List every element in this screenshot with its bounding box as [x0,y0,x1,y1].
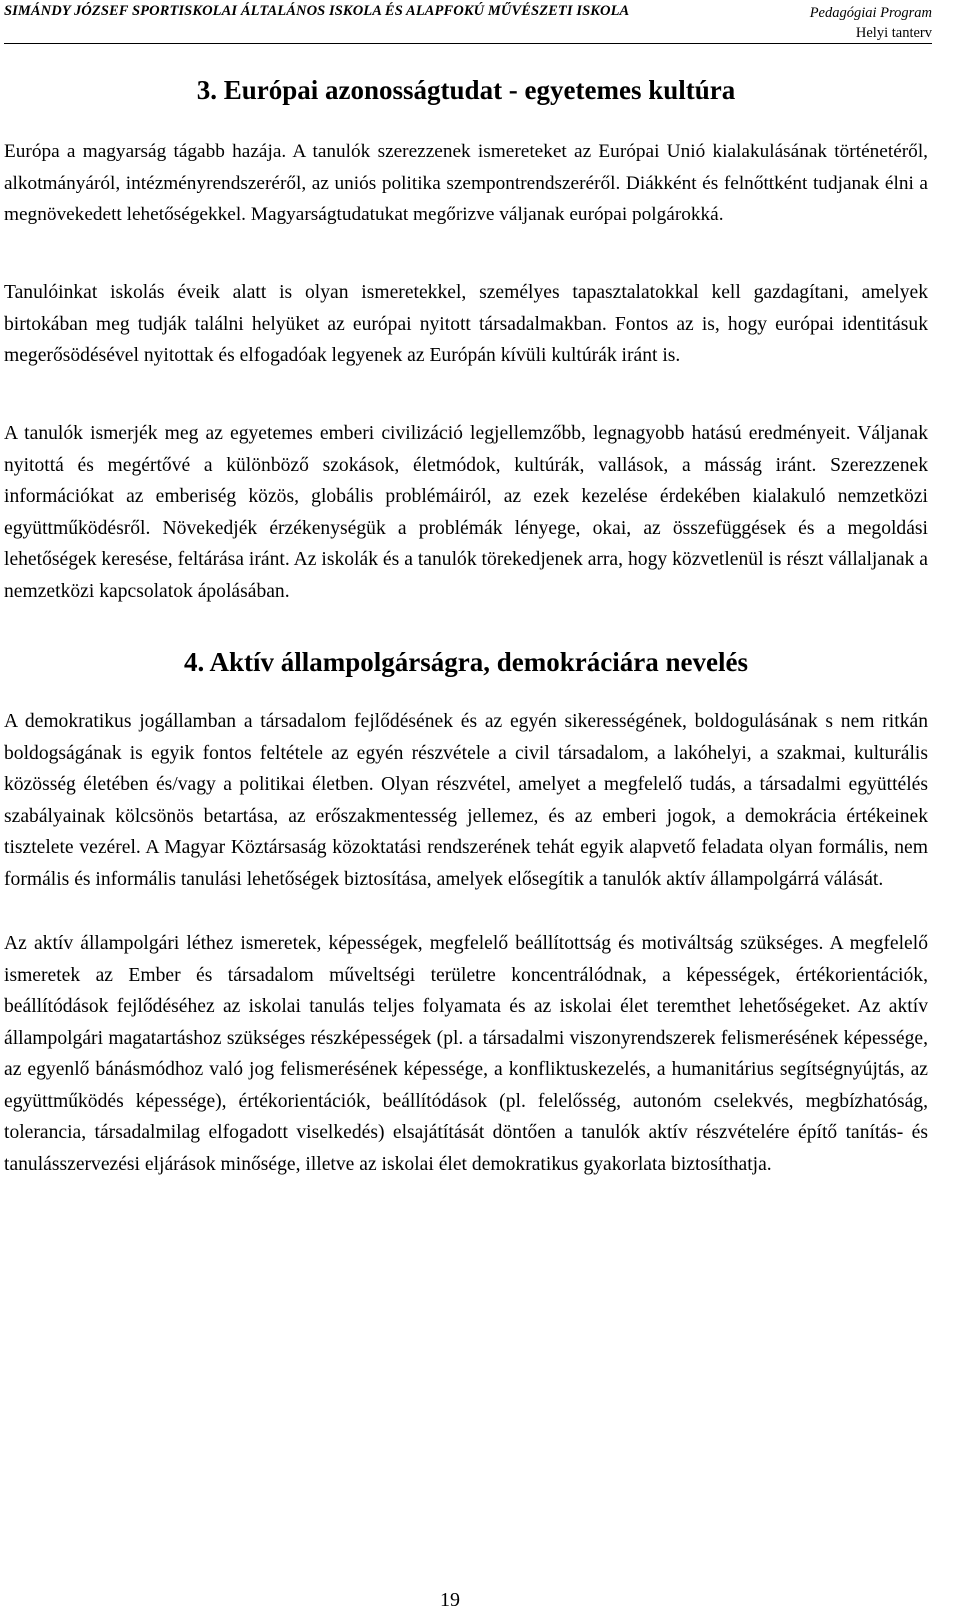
document-title [810,3,932,43]
header-divider [4,43,932,44]
section-4-heading: 4. Aktív állampolgárságra, demokráciára nevelés [184,647,748,677]
section-3-paragraph-2: Tanulóinkat iskolás éveik alatt is olyan ismeretekkel, személyes tapasztalatokkal kell gazdagítani, amelyek birtokában meg tudják találni helyüket az európai nyitott társadalmakban. Fontos az is, hogy európai identitásuk megerősödésével nyitottak és elfogadóak legyenek az Európán kívüli kultúrák iránt is. [4,282,928,366]
page-number: 19 [440,1589,460,1611]
page-header [4,2,932,42]
program-title: Pedagógiai Program [809,5,932,21]
section-3-paragraph-1: Európa a magyarság tágabb hazája. A tanulók szerezzenek ismereteket az Európai Unió kialakulásának történetéről, alkotmányáról, intézményrendszeréről, az uniós politika szempontrendszeréről. Diákként és felnőttként tudjanak élni a megnövekedett lehetőségekkel. Magyarságtudatukat megőrizve váljanak európai polgárokká. [4,141,928,225]
school-name: SIMÁNDY JÓZSEF SPORTISKOLAI ÁLTALÁNOS ISKOLA ÉS ALAPFOKÚ MŰVÉSZETI ISKOLA [4,3,630,19]
section-4-paragraph-1: A demokratikus jogállamban a társadalom fejlődésének és az egyén sikerességének, boldogulásának s nem ritkán boldogságának is egyik fontos feltétele az egyén részvétele a civil társadalom, a lakóhelyi, a szakmai, kulturális közösség életében és/vagy a politikai életben. Olyan részvétel, amelyet a megfelelő tudás, a társadalmi együttélés szabályainak kölcsönös betartása, az erőszakmentesség jellemez, és az emberi jogok, a demokrácia értékeinek tisztelete vezérel. A Magyar Köztársaság közoktatási rendszerének tehát egyik alapvető feladata olyan formális, nem formális és informális tanulási lehetőségek biztosítása, amelyek elősegítik a tanulók aktív állampolgárrá válását. [4,711,928,890]
section-3-heading: 3. Európai azonosságtudat - egyetemes kultúra [196,75,736,105]
section-3-paragraph-3: A tanulók ismerjék meg az egyetemes emberi civilizáció legjellemzőbb, legnagyobb hatású eredményeit. Váljanak nyitottá és megértővé a különböző szokások, életmódok, kultúrák, vallások, a másság iránt. Szerezzenek információkat az emberiség közös, globális problémáiról, az ezek kezelése érdekében kialakuló nemzetközi együttműködésről. Növekedjék érzékenységük a problémák lényege, okai, az összefüggések és a megoldási lehetőségek keresése, feltárása iránt. Az iskolák és a tanulók törekedjenek arra, hogy közvetlenül is részt vállaljanak a nemzetközi kapcsolatok ápolásában. [4,423,928,602]
section-4-paragraph-2: Az aktív állampolgári léthez ismeretek, képességek, megfelelő beállítottság és motiváltság szükséges. A megfelelő ismeretek az Ember és társadalom műveltségi területre koncentrálódnak, a képességek, értékorientációk, beállítódások fejlődéséhez az iskolai tanulás teljes folyamata és az iskolai élet teremthet lehetőségeket. Az aktív állampolgári magatartáshoz szükséges részképességek (pl. a társadalmi viszonyrendszerek felismerésének képessége, az egyenlő bánásmódhoz való jog felismerésének képessége, a konfliktuskezelés, a humanitárius segítségnyújtás, az együttműködés képessége), értékorientációk, beállítódások (pl. felelősség, autonóm cselekvés, megbízhatóság, tolerancia, társadalmilag elfogadott viselkedés) elsajátítását döntően a tanulók aktív részvételére építő tanítás- és tanulásszervezési eljárások minősége, illetve az iskolai élet demokratikus gyakorlata biztosíthatja. [4,933,928,1175]
curriculum-title: Helyi tanterv [855,25,932,41]
